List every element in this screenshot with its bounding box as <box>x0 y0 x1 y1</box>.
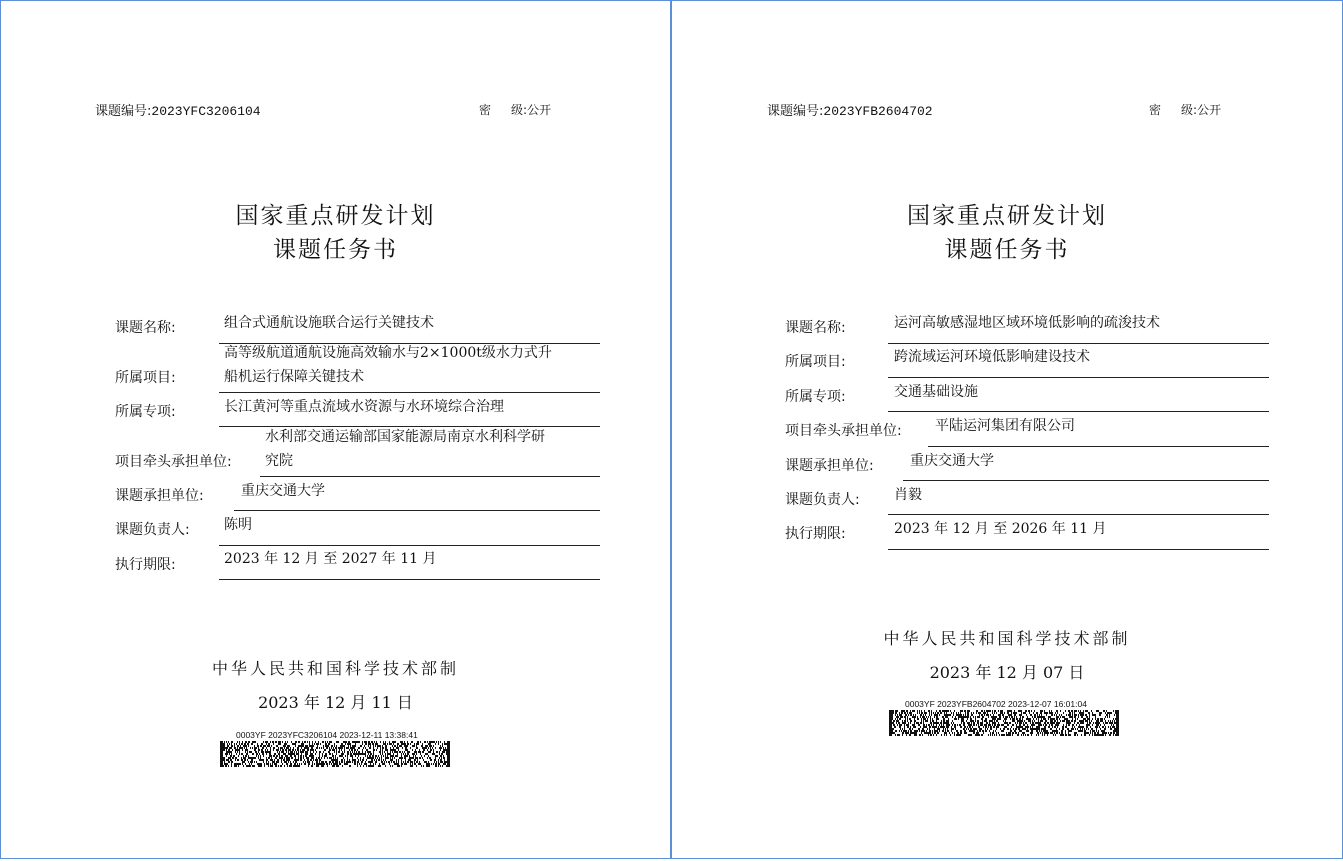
field-underline <box>888 411 1269 412</box>
barcode-image <box>889 710 1119 736</box>
project-number-value: 2023YFB2604702 <box>823 104 933 119</box>
issuing-organization: 中华人民共和国科学技术部制 <box>211 659 459 678</box>
field-value-special: 交通基础设施 <box>894 384 978 400</box>
field-value-lead-unit-line1: 水利部交通运输部国家能源局南京水利科学研 <box>265 429 545 445</box>
secret-level <box>479 101 551 118</box>
field-underline <box>903 480 1269 481</box>
field-label-special: 所属专项: <box>785 389 846 405</box>
secret-level <box>1149 101 1221 118</box>
field-value-project-line1: 高等级航道通航设施高效输水与2×1000t级水力式升 <box>224 345 552 361</box>
secret-level-label-a: 密 <box>479 103 492 117</box>
page-title: 国家重点研发计划 <box>907 203 1107 229</box>
field-underline <box>219 392 600 393</box>
field-value-leader: 肖毅 <box>894 487 922 503</box>
secret-level-label-b: 级: <box>511 103 528 117</box>
field-value-undertaking-unit: 重庆交通大学 <box>910 453 994 469</box>
document-page-right <box>671 0 1343 859</box>
project-number <box>767 100 933 119</box>
field-label-period: 执行期限: <box>115 557 176 573</box>
secret-level-value: 公开 <box>527 103 552 117</box>
field-underline <box>888 514 1269 515</box>
issue-date: 2023 年 12 月 11 日 <box>258 693 413 712</box>
field-value-leader: 陈明 <box>224 517 252 533</box>
field-value-topic-name: 运河高敏感湿地区域环境低影响的疏浚技术 <box>894 315 1160 331</box>
field-label-topic-name: 课题名称: <box>785 320 846 336</box>
issue-date: 2023 年 12 月 07 日 <box>929 663 1085 682</box>
field-value-project-line2: 船机运行保障关键技术 <box>224 369 364 385</box>
field-underline <box>888 377 1269 378</box>
field-underline <box>888 549 1269 550</box>
project-number-value: 2023YFC3206104 <box>151 104 261 119</box>
page-subtitle: 课题任务书 <box>944 237 1070 263</box>
barcode-caption: 0003YF 2023YFB2604702 2023-12-07 16:01:04 <box>905 699 1087 709</box>
issuing-organization: 中华人民共和国科学技术部制 <box>883 629 1131 648</box>
field-value-period: 2023 年 12 月 至 2027 年 11 月 <box>224 551 437 567</box>
field-value-special: 长江黄河等重点流域水资源与水环境综合治理 <box>224 399 504 415</box>
field-value-topic-name: 组合式通航设施联合运行关键技术 <box>224 315 434 331</box>
field-underline <box>234 510 600 511</box>
project-number-label: 课题编号: <box>767 104 824 119</box>
field-value-lead-unit: 平陆运河集团有限公司 <box>935 418 1075 434</box>
page-subtitle: 课题任务书 <box>273 237 398 263</box>
field-label-project: 所属项目: <box>785 354 846 370</box>
field-underline <box>219 579 600 580</box>
field-value-project: 跨流域运河环境低影响建设技术 <box>894 349 1090 365</box>
page-title: 国家重点研发计划 <box>235 203 436 229</box>
project-number <box>95 100 261 119</box>
field-value-undertaking-unit: 重庆交通大学 <box>241 483 325 499</box>
project-number-label: 课题编号: <box>95 104 152 119</box>
field-underline <box>928 446 1269 447</box>
field-label-special: 所属专项: <box>115 404 176 420</box>
field-label-lead-unit: 项目牵头承担单位: <box>115 454 232 470</box>
field-label-project: 所属项目: <box>115 370 176 386</box>
secret-level-label-b: 级: <box>1181 103 1198 117</box>
field-label-topic-name: 课题名称: <box>115 320 176 336</box>
field-label-undertaking-unit: 课题承担单位: <box>115 488 204 504</box>
barcode-image <box>220 741 450 767</box>
field-value-period: 2023 年 12 月 至 2026 年 11 月 <box>894 521 1107 537</box>
field-label-leader: 课题负责人: <box>115 522 190 538</box>
field-underline <box>260 476 600 477</box>
secret-level-label-a: 密 <box>1149 103 1162 117</box>
field-label-leader: 课题负责人: <box>785 492 860 508</box>
barcode-caption: 0003YF 2023YFC3206104 2023-12-11 13:38:41 <box>236 730 418 740</box>
document-page-left <box>0 0 671 859</box>
secret-level-value: 公开 <box>1197 103 1222 117</box>
field-value-lead-unit-line2: 究院 <box>265 453 293 469</box>
field-label-period: 执行期限: <box>785 526 846 542</box>
field-label-lead-unit: 项目牵头承担单位: <box>785 423 902 439</box>
field-label-undertaking-unit: 课题承担单位: <box>785 458 874 474</box>
